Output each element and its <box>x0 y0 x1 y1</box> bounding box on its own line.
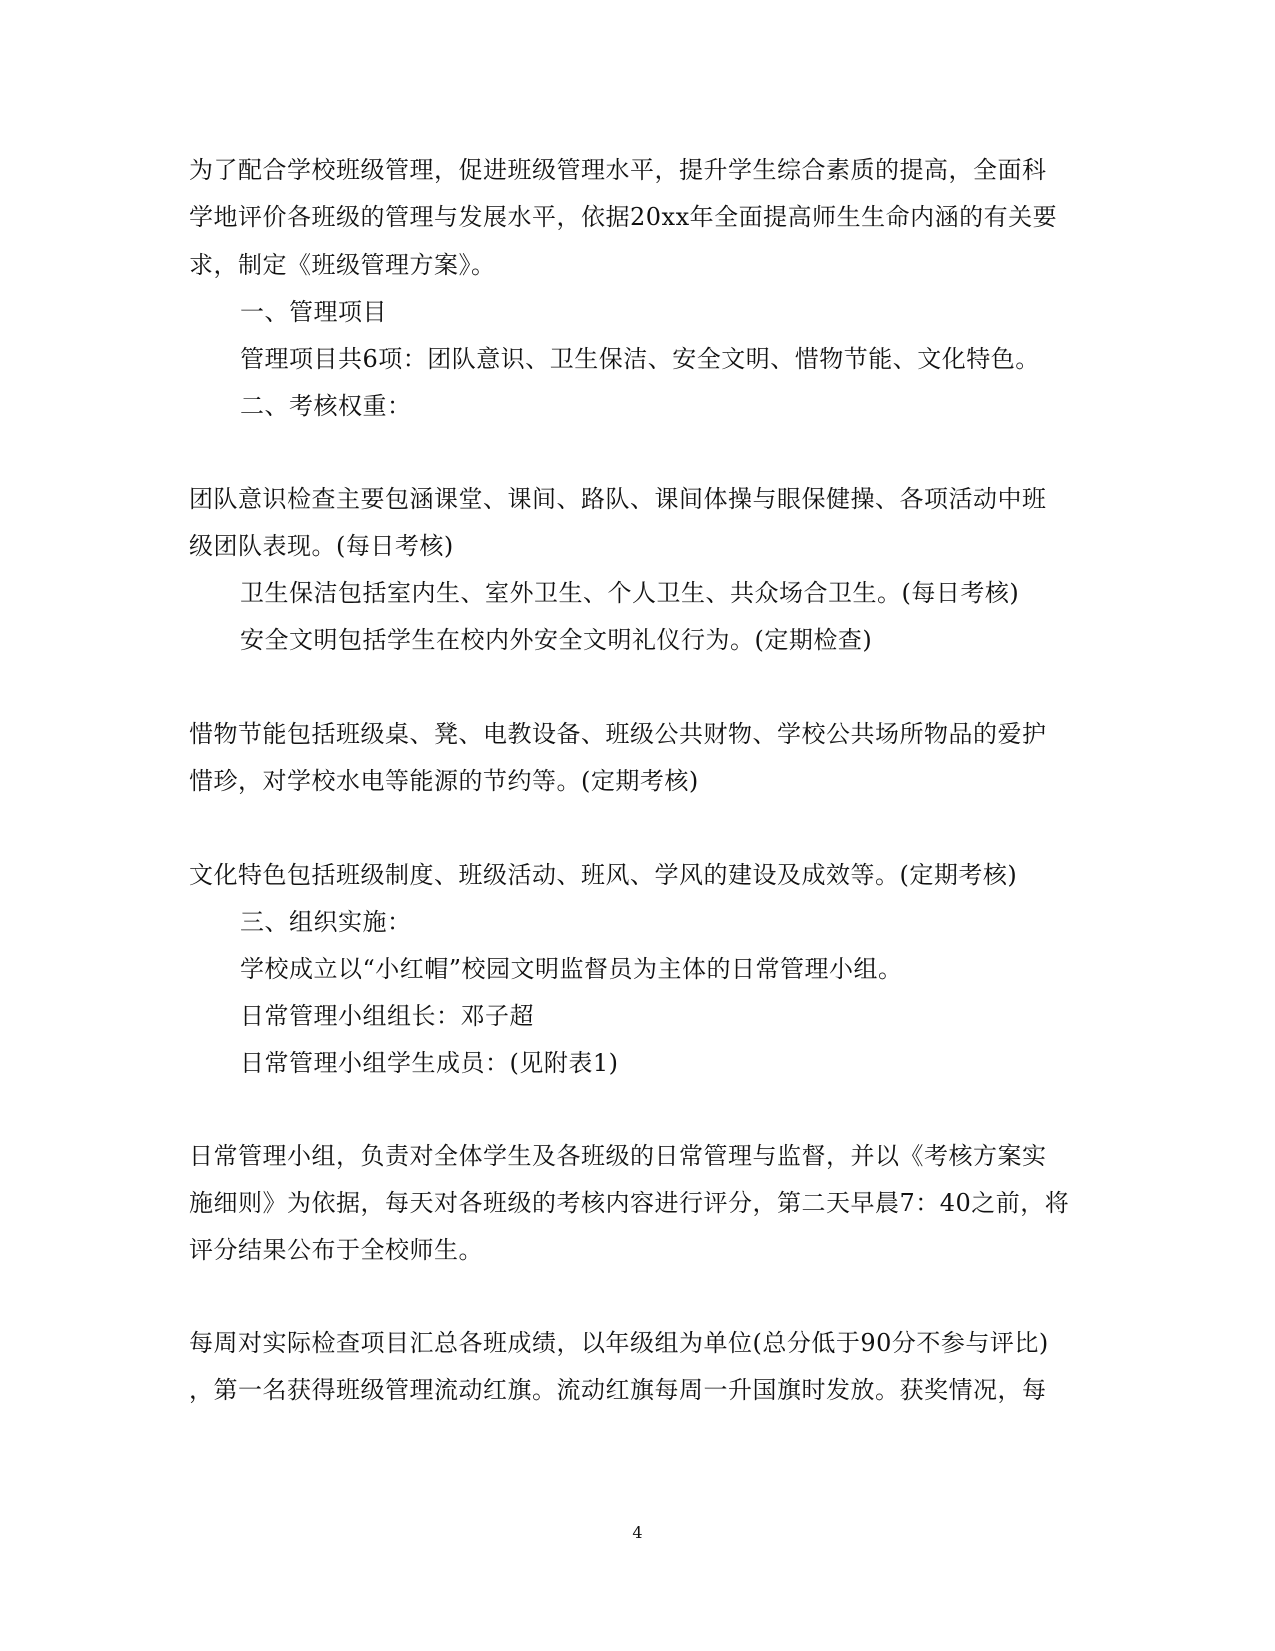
section-heading-management-items: 一、管理项目 <box>240 298 387 326</box>
duties-line-1: 日常管理小组，负责对全体学生及各班级的日常管理与监督，并以《考核方案实 <box>189 1142 1047 1170</box>
duties-line-3: 评分结果公布于全校师生。 <box>189 1236 483 1264</box>
intro-line-1: 为了配合学校班级管理，促进班级管理水平，提升学生综合素质的提高，全面科 <box>189 156 1047 184</box>
page-number: 4 <box>632 1523 643 1542</box>
group-established-text: 学校成立以“小红帽”校园文明监督员为主体的日常管理小组。 <box>240 955 903 983</box>
group-members-text: 日常管理小组学生成员：(见附表1) <box>240 1049 619 1077</box>
culture-text: 文化特色包括班级制度、班级活动、班风、学风的建设及成效等。(定期考核) <box>189 861 1018 889</box>
section-heading-weights: 二、考核权重： <box>240 392 412 420</box>
section-heading-implementation: 三、组织实施： <box>240 908 412 936</box>
conservation-line-1: 惜物节能包括班级桌、凳、电教设备、班级公共财物、学校公共场所物品的爱护 <box>189 720 1047 748</box>
team-awareness-line-1: 团队意识检查主要包涵课堂、课间、路队、课间体操与眼保健操、各项活动中班 <box>189 485 1047 513</box>
team-awareness-line-2: 级团队表现。(每日考核) <box>189 532 454 560</box>
management-items-text: 管理项目共6项：团队意识、卫生保洁、安全文明、惜物节能、文化特色。 <box>240 345 1040 373</box>
hygiene-text: 卫生保洁包括室内生、室外卫生、个人卫生、共众场合卫生。(每日考核) <box>240 579 1020 607</box>
safety-text: 安全文明包括学生在校内外安全文明礼仪行为。(定期检查) <box>240 626 873 654</box>
duties-line-2: 施细则》为依据，每天对各班级的考核内容进行评分，第二天早晨7：40之前，将 <box>189 1189 1070 1217</box>
intro-line-3: 求，制定《班级管理方案》。 <box>189 251 496 279</box>
weekly-summary-line-1: 每周对实际检查项目汇总各班成绩，以年级组为单位(总分低于90分不参与评比) <box>189 1329 1049 1357</box>
intro-line-2: 学地评价各班级的管理与发展水平，依据20xx年全面提高师生生命内涵的有关要 <box>189 203 1058 231</box>
group-leader-text: 日常管理小组组长：邓子超 <box>240 1002 534 1030</box>
weekly-summary-line-2: ，第一名获得班级管理流动红旗。流动红旗每周一升国旗时发放。获奖情况，每 <box>189 1376 1047 1404</box>
conservation-line-2: 惜珍，对学校水电等能源的节约等。(定期考核) <box>189 767 699 795</box>
